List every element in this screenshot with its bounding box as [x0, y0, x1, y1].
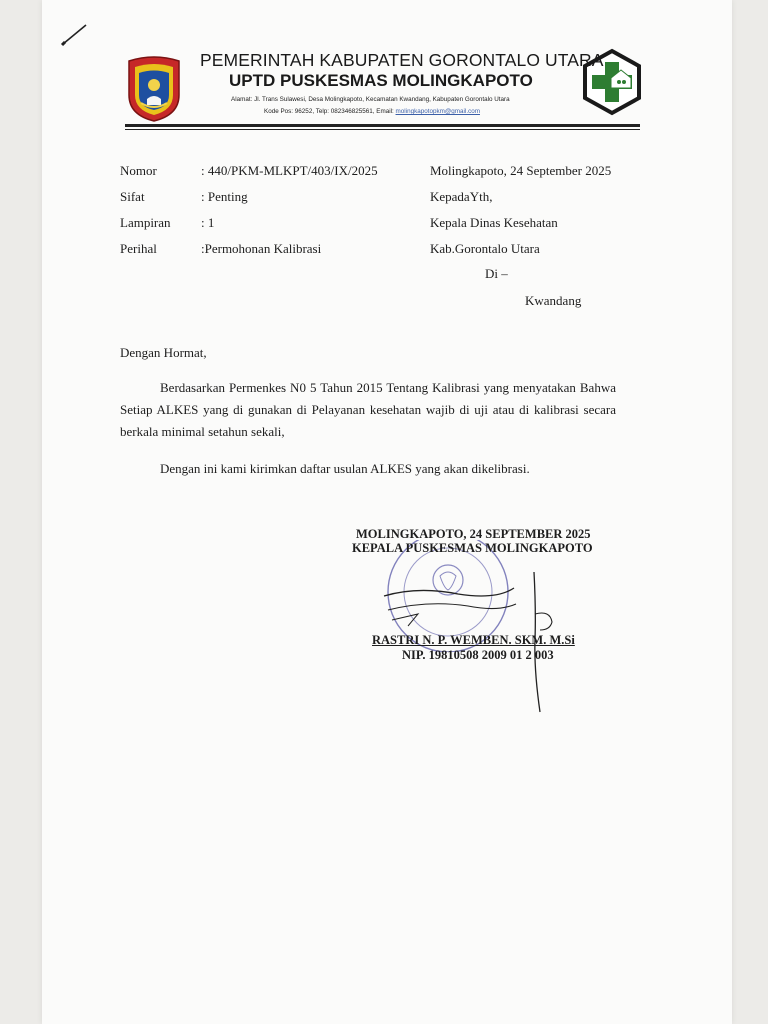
body-paragraph-1-line-2: Setiap ALKES yang di gunakan di Pelayanan kesehatan wajib di uji atau di kalibrasi secara	[120, 402, 616, 417]
header-organization: UPTD PUSKESMAS MOLINGKAPOTO	[229, 71, 533, 90]
body-paragraph-1	[120, 377, 616, 443]
body-paragraph-2: Dengan ini kami kirimkan daftar usulan ALKES yang akan dikelibrasi.	[160, 461, 530, 476]
meta-sifat-value: : Penting	[201, 189, 248, 204]
header-divider-thick	[125, 124, 640, 127]
header-government: PEMERINTAH KABUPATEN GORONTALO UTARA	[200, 50, 604, 70]
meta-lampiran-value: : 1	[201, 215, 215, 230]
signature-nip: NIP. 19810508 2009 01 2 003	[402, 648, 554, 662]
greeting: Dengan Hormat,	[120, 345, 207, 360]
letter-page	[42, 0, 732, 1024]
meta-perihal-value: :Permohonan Kalibrasi	[201, 241, 322, 256]
meta-nomor-value: : 440/PKM-MLKPT/403/IX/2025	[201, 163, 378, 178]
signature-title: KEPALA PUSKESMAS MOLINGKAPOTO	[352, 541, 593, 555]
header-email-link[interactable]: molingkapotopkm@gmail.com	[395, 108, 480, 115]
recipient-di: Di –	[485, 266, 508, 281]
header-contact	[264, 108, 480, 115]
body-paragraph-1-line-3: berkala minimal setahun sekali,	[120, 424, 285, 439]
pen-mark-icon	[60, 22, 90, 48]
recipient-salutation: KepadaYth,	[430, 189, 493, 204]
recipient-line-1: Kepala Dinas Kesehatan	[430, 215, 558, 230]
meta-sifat-label: Sifat	[120, 189, 145, 204]
recipient-location: Kwandang	[525, 293, 582, 308]
letter-place-date: Molingkapoto, 24 September 2025	[430, 163, 612, 178]
header-divider-thin	[125, 129, 640, 130]
body-paragraph-1-line-1: Berdasarkan Permenkes N0 5 Tahun 2015 Tentang Kalibrasi yang menyatakan Bahwa	[160, 380, 616, 395]
meta-lampiran-label: Lampiran	[120, 215, 171, 230]
signature-place-date: MOLINGKAPOTO, 24 SEPTEMBER 2025	[356, 527, 591, 541]
header-contact-prefix: Kode Pos: 96252, Telp: 082346825561, Email:	[264, 108, 394, 115]
meta-perihal-label: Perihal	[120, 241, 157, 256]
recipient-line-2: Kab.Gorontalo Utara	[430, 241, 540, 256]
meta-nomor-label: Nomor	[120, 163, 157, 178]
signature-name: RASTRI N. P. WEMBEN. SKM. M.Si	[372, 633, 575, 647]
regency-crest-logo-icon	[123, 55, 185, 123]
header-address: Alamat: Jl. Trans Sulawesi, Desa Molingkapoto, Kecamatan Kwandang, Kabupaten Gorontalo Utara	[231, 96, 510, 103]
